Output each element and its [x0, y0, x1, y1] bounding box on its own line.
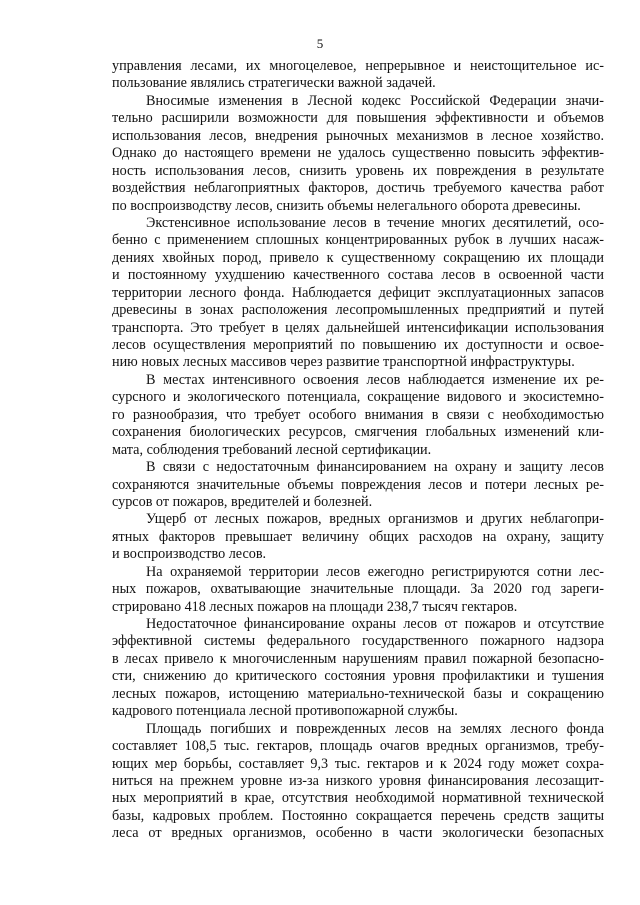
text-line: эффективной системы федерального государственного пожарного надзора: [112, 633, 604, 650]
text-line: го разнообразия, что требует особого внимания в связи с необходимостью: [112, 406, 604, 423]
paragraph: [112, 93, 604, 215]
text-line: территории лесного фонда. Наблюдается дефицит эксплуатационных запасов: [112, 284, 604, 301]
text-line: тельно расширили возможности для повышения эффективности и объемов: [112, 110, 604, 127]
paragraph: [112, 564, 604, 616]
text-line: В местах интенсивного освоения лесов наблюдается изменение их ре-: [146, 371, 604, 388]
text-line: по воспроизводству лесов, снизить объемы нелегального оборота древесины.: [112, 197, 581, 214]
paragraph: [112, 721, 604, 843]
text-line: бенно с применением сплошных концентрированных рубок в лучших насаж-: [112, 232, 604, 249]
text-line: ющих мер борьбы, составляет 9,3 тыс. гектаров и к 2024 году может сохра-: [112, 755, 604, 772]
text-line: составляет 108,5 тыс. гектаров, площадь очагов вредных организмов, требу-: [112, 738, 604, 755]
text-line: дениях хвойных пород, привело к существенному сокращению их площади: [112, 249, 604, 266]
text-line: стрировано 418 лесных пожаров на площади 238,7 тысяч гектаров.: [112, 598, 518, 615]
text-line: лесов осуществления мероприятий по повышению их доступности и освое-: [112, 337, 604, 353]
text-line: ных мероприятий в крае, отсутствия необходимой нормативной технической: [112, 790, 604, 807]
text-line: сохраняются значительные объемы повреждения лесов и потери лесных ре-: [112, 476, 604, 493]
paragraph: [112, 511, 604, 563]
paragraph: [112, 58, 604, 93]
body-text: [112, 58, 604, 843]
text-line: Экстенсивное использование лесов в течение многих десятилетий, осо-: [146, 214, 604, 231]
text-line: сурсов от пожаров, вредителей и болезней.: [112, 493, 373, 510]
text-line: пользование являлись стратегически важной задачей.: [112, 75, 436, 92]
text-line: в лесах привело к многочисленным нарушениям правил пожарной безопасно-: [112, 650, 604, 667]
text-line: лесных пожаров, истощению материально-технической базы и сокращению: [112, 685, 604, 702]
text-line: Однако до настоящего времени не удалось существенно повысить эффектив-: [112, 145, 604, 162]
text-line: леса от вредных организмов, особенно в части экологически безопасных: [112, 825, 604, 842]
text-line: Вносимые изменения в Лесной кодекс Российской Федерации значи-: [146, 92, 604, 109]
text-line: ных пожаров, охватывающие значительные площади. За 2020 год зареги-: [112, 581, 604, 598]
text-line: мата, соблюдения требований лесной сертификации.: [112, 441, 432, 458]
text-line: В связи с недостаточным финансированием на охрану и защиту лесов: [146, 459, 604, 476]
paragraph: [112, 215, 604, 372]
text-line: ятных факторов превышает величину общих расходов на охрану, защиту: [112, 528, 604, 545]
text-line: управления лесами, их многоцелевое, непрерывное и неистощительное ис-: [112, 58, 604, 74]
text-line: Недостаточное финансирование охраны лесов от пожаров и отсутствие: [146, 616, 604, 632]
text-line: На охраняемой территории лесов ежегодно регистрируются сотни лес-: [146, 563, 604, 580]
text-line: сурсного и экологического потенциала, сокращение видового и экосистемно-: [112, 389, 604, 406]
text-line: сохранения биологических ресурсов, смягчения глобальных изменений кли-: [112, 424, 604, 441]
paragraph: [112, 459, 604, 511]
text-line: базы, кадровых проблем. Постоянно сокращается перечень средств защиты: [112, 807, 604, 824]
text-line: кадрового потенциала лесной противопожарной службы.: [112, 703, 458, 720]
paragraph: [112, 616, 604, 721]
text-line: Ущерб от лесных пожаров, вредных организмов и других неблагопри-: [146, 511, 604, 528]
text-line: ность использования лесов, снизить уровень их повреждения в результате: [112, 162, 604, 179]
text-line: Площадь погибших и поврежденных лесов на землях лесного фонда: [146, 720, 604, 737]
paragraph: [112, 372, 604, 459]
text-line: воздействия неблагоприятных факторов, достичь требуемого качества работ: [112, 180, 604, 197]
text-line: использования лесов, внедрения рыночных механизмов в лесное хозяйство.: [112, 127, 604, 144]
text-line: и воспроизводство лесов.: [112, 546, 267, 563]
text-line: сти, снижению до критического состояния уровня профилактики и тушения: [112, 668, 604, 685]
text-line: и постоянному ухудшению качественного состава лесов в освоенной части: [112, 267, 604, 284]
text-line: транспорта. Это требует в целях дальнейшей интенсификации использования: [112, 319, 604, 336]
page-number: 5: [316, 36, 324, 51]
text-line: древесины в зонах расположения лесопромышленных предприятий и путей: [112, 302, 604, 319]
text-line: ниться на прежнем уровне из-за низкого уровня финансирования лесозащит-: [112, 772, 604, 789]
text-line: нию новых лесных массивов через развитие транспортной инфраструктуры.: [112, 354, 575, 371]
